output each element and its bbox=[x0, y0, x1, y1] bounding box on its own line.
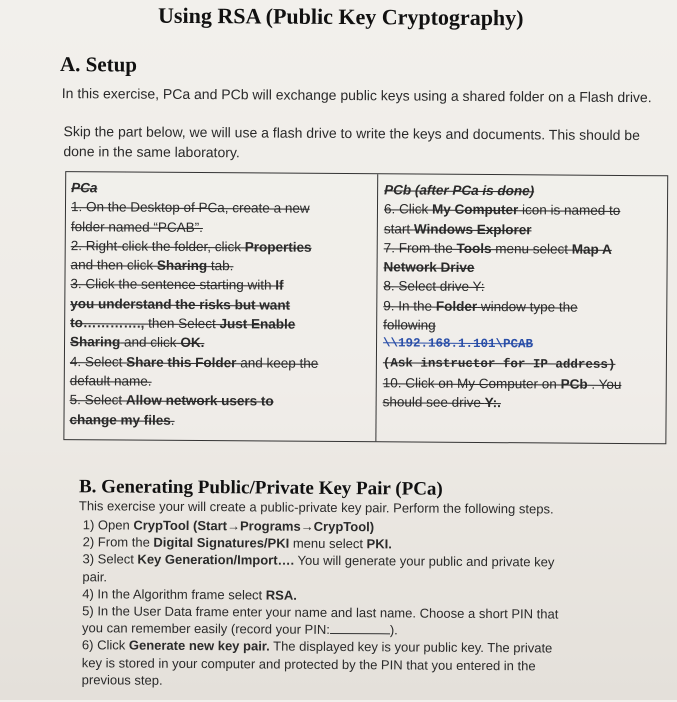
page-title: Using RSA (Public Key Cryptography) bbox=[157, 2, 524, 31]
pin-blank bbox=[330, 623, 390, 634]
step-b6-cont-2: previous step. bbox=[81, 672, 163, 688]
table-column-divider bbox=[375, 174, 378, 441]
step-3-line-1: 3. Click the sentence starting with If bbox=[70, 276, 284, 294]
step-7-line-2: Network Drive bbox=[383, 259, 475, 276]
step-1-line-2: folder named “PCAB”. bbox=[70, 218, 203, 235]
step-9-share-path: \\192.168.1.101\PCAB bbox=[382, 336, 534, 352]
step-b5: 5) In the User Data frame enter your name and last name. Choose a short PIN that bbox=[82, 603, 559, 622]
step-10-line-2: should see drive Y:. bbox=[382, 394, 501, 411]
step-3-line-4: Sharing and click OK. bbox=[69, 334, 205, 351]
step-6-line-2: start Windows Explorer bbox=[383, 220, 532, 237]
step-9-line-1: 9. In the Folder window type the bbox=[383, 298, 578, 315]
step-b6: 6) Click Generate new key pair. The displayed key is your public key. The private bbox=[81, 637, 553, 656]
section-a-skip-note: Skip the part below, we will use a flash drive to write the keys and documents. This should be done in the same laboratory. bbox=[63, 123, 640, 161]
step-2-line-2: and then click Sharing tab. bbox=[70, 257, 234, 274]
step-10-line-1: 10. Click on My Computer on PCb . You bbox=[382, 375, 622, 392]
section-a-intro: In this exercise, PCa and PCb will exchange public keys using a shared folder on a Flash drive. bbox=[61, 85, 652, 106]
step-b5-cont: you can remember easily (record your PIN: ). bbox=[82, 620, 398, 638]
step-1-line-1: 1. On the Desktop of PCa, create a new bbox=[70, 199, 310, 217]
step-4-line-1: 4. Select Share this Folder and keep the bbox=[69, 353, 319, 371]
step-b2: 2) From the Digital Signatures/PKI menu select PKI. bbox=[82, 534, 392, 552]
step-b3-cont: pair. bbox=[82, 568, 108, 584]
column-header-pca: PCa bbox=[71, 180, 98, 196]
column-header-pcb: PCb (after PCa is done) bbox=[384, 182, 535, 199]
step-9-ip-note: (Ask instructor for IP address) bbox=[382, 355, 616, 372]
section-a-heading: A. Setup bbox=[59, 52, 138, 77]
table-column-pca bbox=[69, 178, 371, 431]
step-7-line-1: 7. From the Tools menu select Map A bbox=[383, 240, 612, 257]
section-b-heading: B. Generating Public/Private Key Pair (PCa) bbox=[78, 476, 443, 500]
step-b1: 1) Open CrypTool (Start→Programs→CrypTool) bbox=[82, 517, 375, 535]
step-3-line-3: to…………., then Select Just Enable bbox=[70, 315, 296, 332]
step-b3: 3) Select Key Generation/Import…. You will generate your public and private key bbox=[82, 551, 555, 570]
step-b6-cont-1: key is stored in your computer and protected by the PIN that you entered in the bbox=[81, 654, 536, 674]
step-b4: 4) In the Algorithm frame select RSA. bbox=[82, 586, 297, 603]
table-column-pcb bbox=[383, 180, 667, 414]
step-3-line-2: you understand the risks but want bbox=[70, 295, 291, 313]
section-b-intro: This exercise your will create a public-private key pair. Perform the following steps. bbox=[78, 498, 554, 517]
step-5-line-1: 5. Select Allow network users to bbox=[69, 392, 274, 409]
step-8: 8. Select drive Y: bbox=[383, 278, 485, 295]
step-5-line-2: change my files. bbox=[69, 411, 175, 428]
step-9-line-2: following bbox=[383, 317, 436, 333]
step-4-line-2: default name. bbox=[69, 373, 152, 389]
step-6-line-1: 6. Click My Computer icon is named to bbox=[383, 201, 621, 219]
step-2-line-1: 2. Right-click the folder, click Properties bbox=[70, 238, 312, 255]
setup-table bbox=[63, 171, 668, 444]
section-b-steps bbox=[82, 516, 613, 692]
